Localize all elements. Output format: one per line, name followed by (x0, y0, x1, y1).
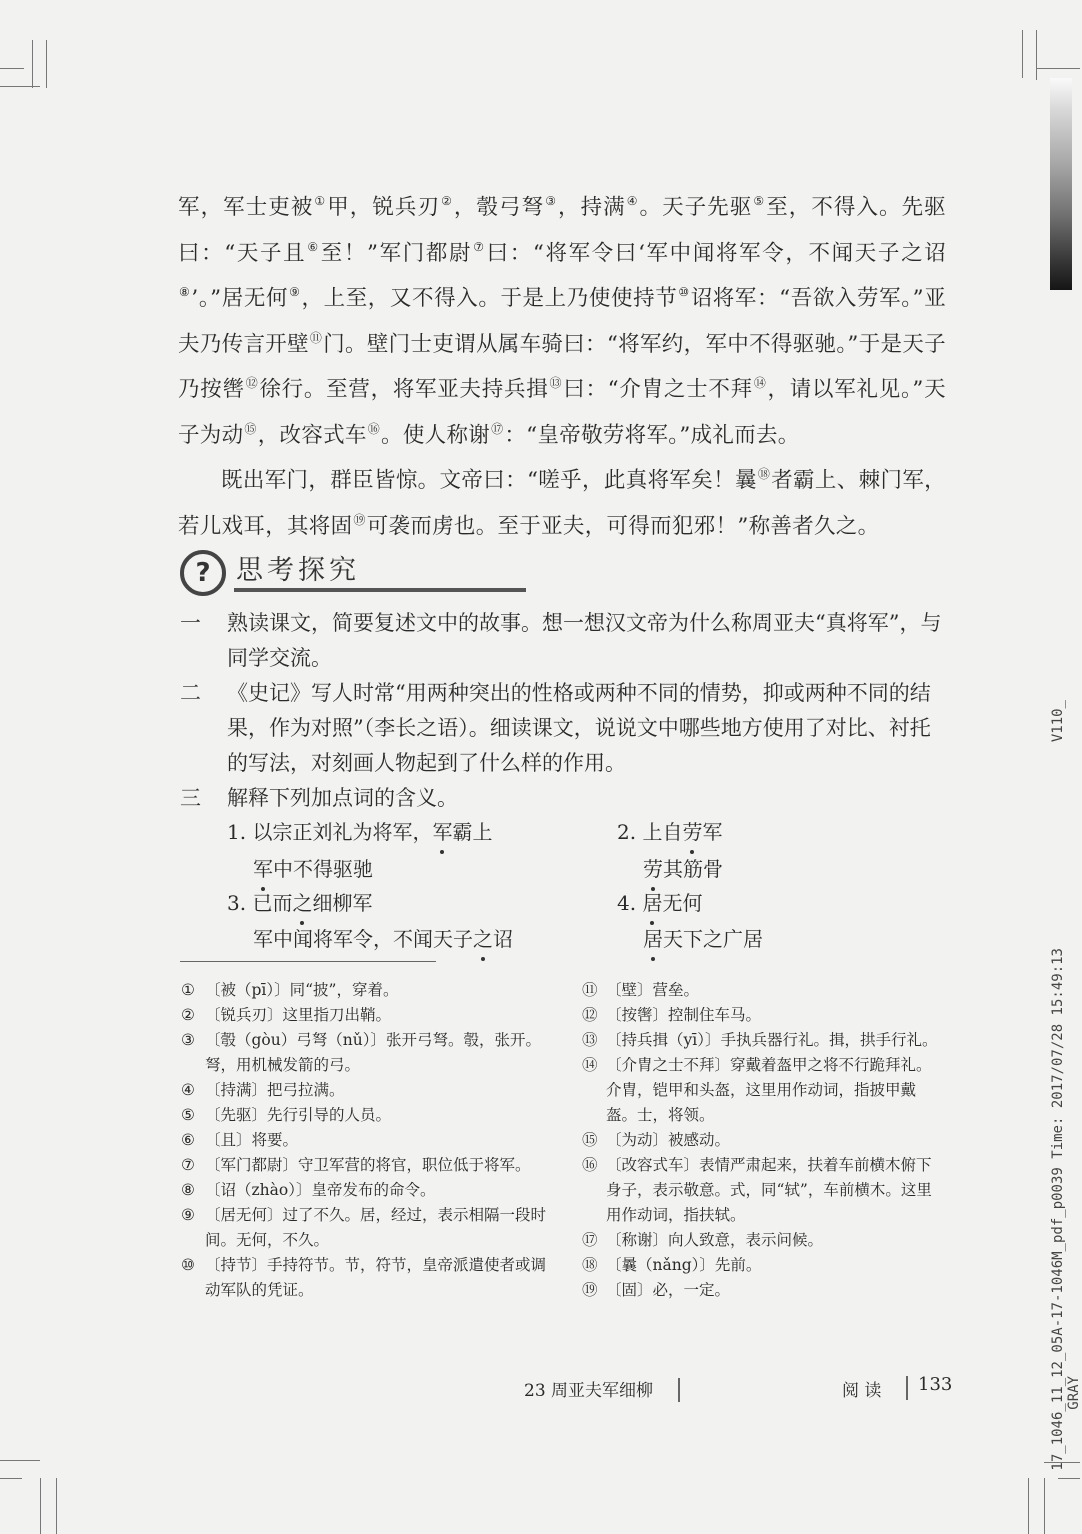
footnote-marker: ⑨ (289, 285, 301, 299)
text-run: 2. 上自 (617, 820, 683, 844)
footnote-text: 〔改容式车〕表情严肃起来，扶着车前横木俯下身子，表示敬意。式，同“轼”，车前横木。这里用作动词，指扶轼。 (606, 1156, 932, 1224)
footnote-marker: ⑤ (753, 194, 766, 208)
classical-text (178, 182, 946, 546)
footnote-number: ⑪ (582, 981, 598, 999)
text-run: ，彀弓弩 (453, 195, 545, 220)
exercise-item (617, 886, 702, 921)
text-run: 天下之广居 (663, 927, 763, 951)
question-item (180, 606, 946, 676)
footnotes-left (181, 978, 547, 1303)
footnote-number: ④ (181, 1081, 195, 1099)
footnote-number: ⑲ (582, 1281, 598, 1299)
footnote (582, 1228, 946, 1253)
question-text: 解释下列加点词的含义。 (227, 786, 458, 810)
emphasized-word: 居 (642, 886, 662, 921)
crop-mark (1028, 1478, 1029, 1534)
footnote-number: ③ (181, 1031, 195, 1049)
footnote-marker: ⑪ (309, 330, 323, 345)
text-run: 1. 以宗正刘礼为将军， (227, 820, 433, 844)
crop-mark (1058, 1478, 1080, 1479)
crop-mark (0, 1460, 40, 1461)
footnote-number: ⑭ (582, 1056, 598, 1074)
text-run: 可袭而虏也。至于亚夫，可得而犯邪！”称善者久之。 (366, 513, 880, 539)
question-number: 二 (180, 681, 201, 705)
emphasized-word: 劳 (643, 852, 663, 887)
exercise-item (227, 886, 372, 921)
text-run: ，请以军礼见。”天子为动 (178, 377, 946, 448)
text-run: 无何 (662, 891, 703, 915)
print-info-label: 17_1046_11_12_05A-17-1046M_pdf_p0039 Time: 2017/07/28 15:49:13 (1050, 948, 1066, 1471)
crop-mark (1044, 1478, 1045, 1534)
footnote-marker: ⑱ (757, 467, 771, 481)
text-run: 门。壁门士吏谓从属车骑曰：“将军约，军中不得驱驰。”于是天子乃按辔 (178, 331, 946, 402)
text-run: 中不得驱驰 (273, 857, 373, 881)
crop-mark (1036, 68, 1080, 69)
footnote (181, 1203, 547, 1253)
footnote-text: 〔按辔〕控制住车马。 (606, 1006, 762, 1024)
footnote-text: 〔诏（zhào）〕皇帝发布的命令。 (205, 1181, 436, 1199)
grayscale-calibration-bar (1050, 78, 1072, 290)
exercise-item (617, 815, 722, 850)
footnote-marker: ⑦ (473, 239, 486, 254)
text-run: 军，军士吏被 (178, 195, 314, 220)
gray-label: GRAY (1066, 1376, 1082, 1410)
footnote (582, 1028, 946, 1053)
footnote (181, 1003, 547, 1028)
text-run: ，上至，又不得入。于是上乃使使持节 (301, 286, 678, 311)
text-run: 徐行。至营，将军亚夫持兵揖 (259, 377, 549, 402)
question-text: 熟读课文，简要复述文中的故事。想一想汉文帝为什么称周亚夫“真将军”，与同学交流。 (227, 611, 942, 670)
section-label: 阅 读 (842, 1381, 882, 1401)
exercise-item-example (643, 922, 763, 957)
exercise-item-example (253, 852, 373, 887)
footnote (181, 1153, 547, 1178)
text-run: 至，不得入。先驱曰：“天子且 (178, 195, 946, 266)
page-number: 133 (918, 1374, 953, 1395)
lesson-title: 23 周亚夫军细柳 (524, 1381, 654, 1401)
footnote (582, 1053, 946, 1128)
text-run: 至！”军门都尉 (320, 240, 473, 266)
question-number: 一 (180, 611, 201, 635)
question-number: 三 (180, 786, 201, 810)
footnote (181, 1103, 547, 1128)
emphasized-word: 军 (432, 815, 452, 850)
exercise-item-example (253, 922, 513, 957)
question-icon: ? (180, 550, 226, 596)
crop-mark (46, 40, 47, 88)
footnote-divider (180, 961, 436, 962)
footnote-text: 〔壁〕营垒。 (606, 981, 700, 999)
footnote-text: 〔居无何〕过了不久。居，经过，表示相隔一段时间。无何，不久。 (205, 1206, 547, 1249)
footnote-marker: ⑮ (244, 421, 257, 436)
footnote-number: ⑰ (582, 1231, 598, 1249)
question-item (180, 676, 946, 781)
footnote (582, 1153, 946, 1228)
footnote (582, 978, 946, 1003)
footnote-text: 〔曩（nǎng）〕先前。 (606, 1256, 762, 1274)
emphasized-word: 之 (292, 886, 312, 921)
footnote-text: 〔介胄之士不拜〕穿戴着盔甲之将不行跪拜礼。介胄，铠甲和头盔，这里用作动词，指披甲戴盔。士，将领。 (606, 1056, 932, 1124)
footnote-number: ⑥ (181, 1131, 195, 1149)
footnote-text: 〔被（pī）〕同“披”，穿着。 (205, 981, 399, 999)
footnote-marker: ⑬ (549, 376, 563, 390)
emphasized-word: 居 (643, 922, 663, 957)
text-run: 者霸上、棘门军，若儿戏耳，其将固 (178, 468, 946, 539)
title-underline (234, 588, 526, 592)
text-run: 既出军门，群臣皆惊。文帝曰：“嗟乎，此真将军矣！曩 (221, 468, 757, 493)
footnote (582, 1128, 946, 1153)
footnote (181, 1078, 547, 1103)
text-run: 诏 (493, 927, 513, 951)
footnote-text: 〔锐兵刃〕这里指刀出鞘。 (205, 1006, 392, 1024)
section-title: 思考探究 (236, 555, 360, 586)
emphasized-word: 之 (473, 922, 493, 957)
text-run: 诏将军：“吾欲入劳军。”亚夫乃传言开壁 (178, 286, 947, 357)
text-run: 其筋骨 (663, 857, 723, 881)
footnote (181, 1128, 547, 1153)
footnote (181, 1253, 547, 1303)
exercise-item (227, 815, 492, 850)
footnote-marker: ③ (545, 194, 558, 208)
footnote-text: 〔为动〕被感动。 (606, 1131, 731, 1149)
footnote-text: 〔固〕必，一定。 (606, 1281, 731, 1299)
footnote-number: ⑦ (181, 1156, 195, 1174)
crop-mark (0, 86, 40, 87)
footnote-text: 〔军门都尉〕守卫军营的将官，职位低于将军。 (205, 1156, 531, 1174)
crop-mark (1036, 30, 1037, 80)
footnote (181, 1028, 547, 1078)
text-run: 4. (617, 891, 643, 915)
footnotes-right (582, 978, 946, 1303)
footnote-number: ⑨ (181, 1206, 195, 1224)
footnote-number: ① (181, 981, 195, 999)
emphasized-word: 劳 (682, 815, 702, 850)
emphasized-word: 军 (253, 852, 273, 887)
footnote-number: ⑤ (181, 1106, 195, 1124)
print-code-label: V110_ (1050, 700, 1066, 743)
crop-mark (0, 68, 24, 69)
footnote-marker: ⑧ (179, 285, 191, 299)
footnote-number: ② (181, 1006, 195, 1024)
footnote-text: 〔持满〕把弓拉满。 (205, 1081, 345, 1099)
footnote (181, 1178, 547, 1203)
text-run: 军中闻将军令，不闻天子 (253, 927, 473, 951)
footnote-marker: ② (441, 194, 453, 208)
text-run: 曰：“将军令曰‘军中闻将军令，不闻天子之诏 (486, 240, 947, 266)
footnote-text: 〔先驱〕先行引导的人员。 (205, 1106, 392, 1124)
footnote-marker: ⑥ (307, 239, 320, 254)
crop-mark (56, 1478, 57, 1534)
text-run: ’。”居无何 (191, 286, 289, 311)
text-run: 曰：“介胄之士不拜 (563, 377, 753, 402)
footnote-marker: ① (314, 194, 327, 208)
footnote-number: ⑯ (582, 1156, 598, 1174)
footnote-number: ⑧ (181, 1181, 195, 1199)
footnote (181, 978, 547, 1003)
footnote-text: 〔持节〕手持符节。节，符节，皇帝派遣使者或调动军队的凭证。 (205, 1256, 547, 1299)
footer-divider (678, 1378, 680, 1402)
footnote-text: 〔且〕将要。 (205, 1131, 299, 1149)
text-run: 霸上 (452, 820, 493, 844)
question-list (180, 606, 946, 816)
footnote-marker: ⑯ (367, 421, 381, 436)
footnote (582, 1278, 946, 1303)
footnote-marker: ⑩ (678, 285, 690, 299)
footnote-marker: ⑫ (245, 376, 259, 390)
question-item (180, 781, 946, 816)
crop-mark (32, 40, 33, 88)
crop-mark (1022, 30, 1023, 78)
footnote-marker: ⑲ (353, 512, 366, 527)
crop-mark (40, 1478, 41, 1534)
text-run: 。使人称谢 (381, 422, 491, 448)
paragraph (178, 182, 946, 455)
text-run: 甲，锐兵刃 (327, 195, 441, 220)
footnote (582, 1253, 946, 1278)
footnote-number: ⑫ (582, 1006, 598, 1024)
text-run: 细柳军 (312, 891, 373, 915)
footnote-number: ⑩ (181, 1256, 195, 1274)
text-run: 军 (702, 820, 723, 844)
footnote-text: 〔称谢〕向人致意，表示问候。 (606, 1231, 824, 1249)
footnote-text: 〔持兵揖（yī）〕手执兵器行礼。揖，拱手行礼。 (606, 1031, 938, 1049)
exercise-item-example (643, 852, 723, 887)
footnote-text: 〔彀（gòu）弓弩（nǔ）〕张开弓弩。彀，张开。弩，用机械发箭的弓。 (205, 1031, 541, 1074)
footnote-marker: ④ (626, 194, 639, 208)
crop-mark (0, 1478, 22, 1479)
question-text: 《史记》写人时常“用两种突出的性格或两种不同的情势，抑或两种不同的结果，作为对照”（李长之语）。细读课文，说说文中哪些地方使用了对比、衬托的写法，对刻画人物起到了什么样的作用。 (227, 681, 931, 775)
footnote-number: ⑱ (582, 1256, 598, 1274)
footnote-marker: ⑭ (753, 376, 767, 390)
paragraph (178, 455, 946, 546)
footnote (582, 1003, 946, 1028)
text-run: ，持满 (558, 195, 626, 220)
text-run: ：“皇帝敬劳将军。”成礼而去。 (504, 422, 800, 448)
text-run: 3. 已而 (227, 891, 293, 915)
footer-divider (906, 1376, 908, 1400)
footnote-number: ⑮ (582, 1131, 598, 1149)
footnote-number: ⑬ (582, 1031, 598, 1049)
footnote-marker: ⑰ (491, 421, 504, 436)
text-run: ，改容式车 (257, 422, 367, 448)
text-run: 。天子先驱 (639, 195, 753, 220)
